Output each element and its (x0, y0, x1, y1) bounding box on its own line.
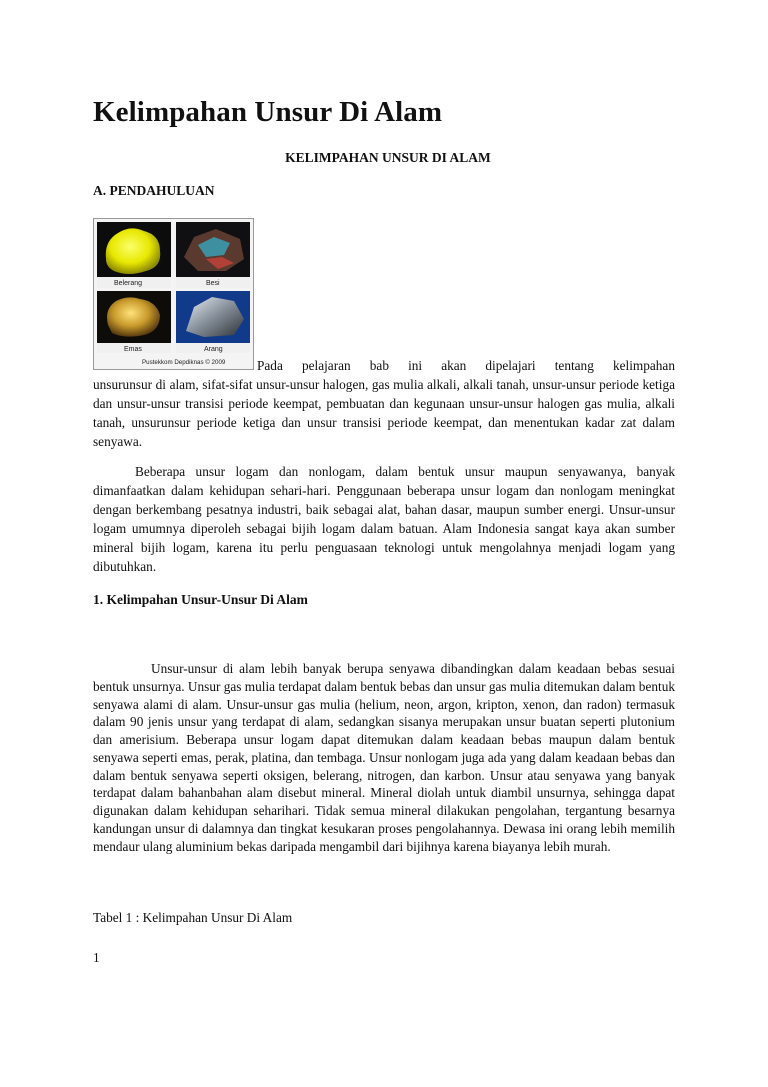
label-belerang: Belerang (114, 280, 143, 287)
paragraph-intro-rest: unsurunsur di alam, sifat-sifat unsur-unsur halogen, gas mulia alkali, alkali tanah, unsur-unsur periode ketiga dan unsur-unsur transisi periode keempat, pembuatan dan kegunaan unsur-unsur halogen gas mulia, alkali tanah, unsurunsur periode ketiga dan unsur transisi periode keempat, dan menentukan kadar zat dalam senyawa. (93, 377, 675, 450)
paragraph-unsur: Unsur-unsur di alam lebih banyak berupa senyawa dibandingkan dalam keadaan bebas sesuai bentuk unsurnya. Unsur gas mulia terdapat dalam bentuk bebas dan unsur gas mulia ditemukan dalam bentuk senyawa alami di alam. Unsur-unsur gas mulia (helium, neon, argon, kripton, xenon, dan radon) termasuk dalam 90 jenis unsur yang terdapat di alam, sedangkan sisanya merupakan unsur buatan seperti plutonium dan amerisium. Beberapa unsur logam dapat ditemukan dalam keadaan bebas maupun dalam bentuk senyawa seperti emas, perak, platina, dan tembaga. Unsur nonlogam juga ada yang dalam keadaan bebas dan dalam bentuk senyawa seperti oksigen, belerang, nitrogen, dan karbon. Unsur atau senyawa yang banyak terdapat dalam bahanbahan alam disebut mineral. Mineral diolah untuk diambil unsurnya, sehingga dapat digunakan dalam kehidupan seharihari. Tidak semua mineral dilakukan pengolahan, tergantung besarnya kandungan unsur di dalamnya dan tingkat kesukaran proses pengolahannya. Dewasa ini orang lebih memilih mendaur ulang aluminium bekas daripada mengambil dari bijihnya karena biayanya lebih murah. (93, 661, 675, 854)
figure-credit: Pustekkom Depdiknas © 2009 (142, 359, 226, 366)
minerals-figure (93, 218, 254, 370)
label-arang: Arang (204, 346, 223, 353)
section-heading-kelimpahan: 1. Kelimpahan Unsur-Unsur Di Alam (93, 592, 308, 607)
paragraph-intro-first-line: Pada pelajaran bab ini akan dipelajari tentang kelimpahan (257, 358, 675, 373)
label-besi: Besi (206, 280, 220, 287)
page-title: Kelimpahan Unsur Di Alam (93, 96, 443, 128)
label-emas: Emas (124, 346, 142, 353)
minerals-image (94, 219, 253, 369)
paragraph-logam: Beberapa unsur logam dan nonlogam, dalam bentuk unsur maupun senyawanya, banyak dimanfaatkan dalam kehidupan sehari-hari. Penggunaan beberapa unsur logam dan nonlogam meningkat dengan berkembang pesatnya industri, baik sebagai alat, bahan dasar, maupun sumber energi. Unsur-unsur logam umumnya diperoleh sebagai bijih logam dalam batuan. Alam Indonesia sangat kaya akan sumber mineral bijih logam, karena itu perlu penguasaan teknologi untuk mengolahnya menjadi logam yang dibutuhkan. (93, 464, 675, 575)
page-number: 1 (93, 950, 100, 965)
section-heading-pendahuluan: A. PENDAHULUAN (93, 183, 215, 198)
center-heading: KELIMPAHAN UNSUR DI ALAM (285, 150, 491, 165)
paragraph-intro (93, 356, 675, 451)
table-caption: Tabel 1 : Kelimpahan Unsur Di Alam (93, 910, 293, 925)
